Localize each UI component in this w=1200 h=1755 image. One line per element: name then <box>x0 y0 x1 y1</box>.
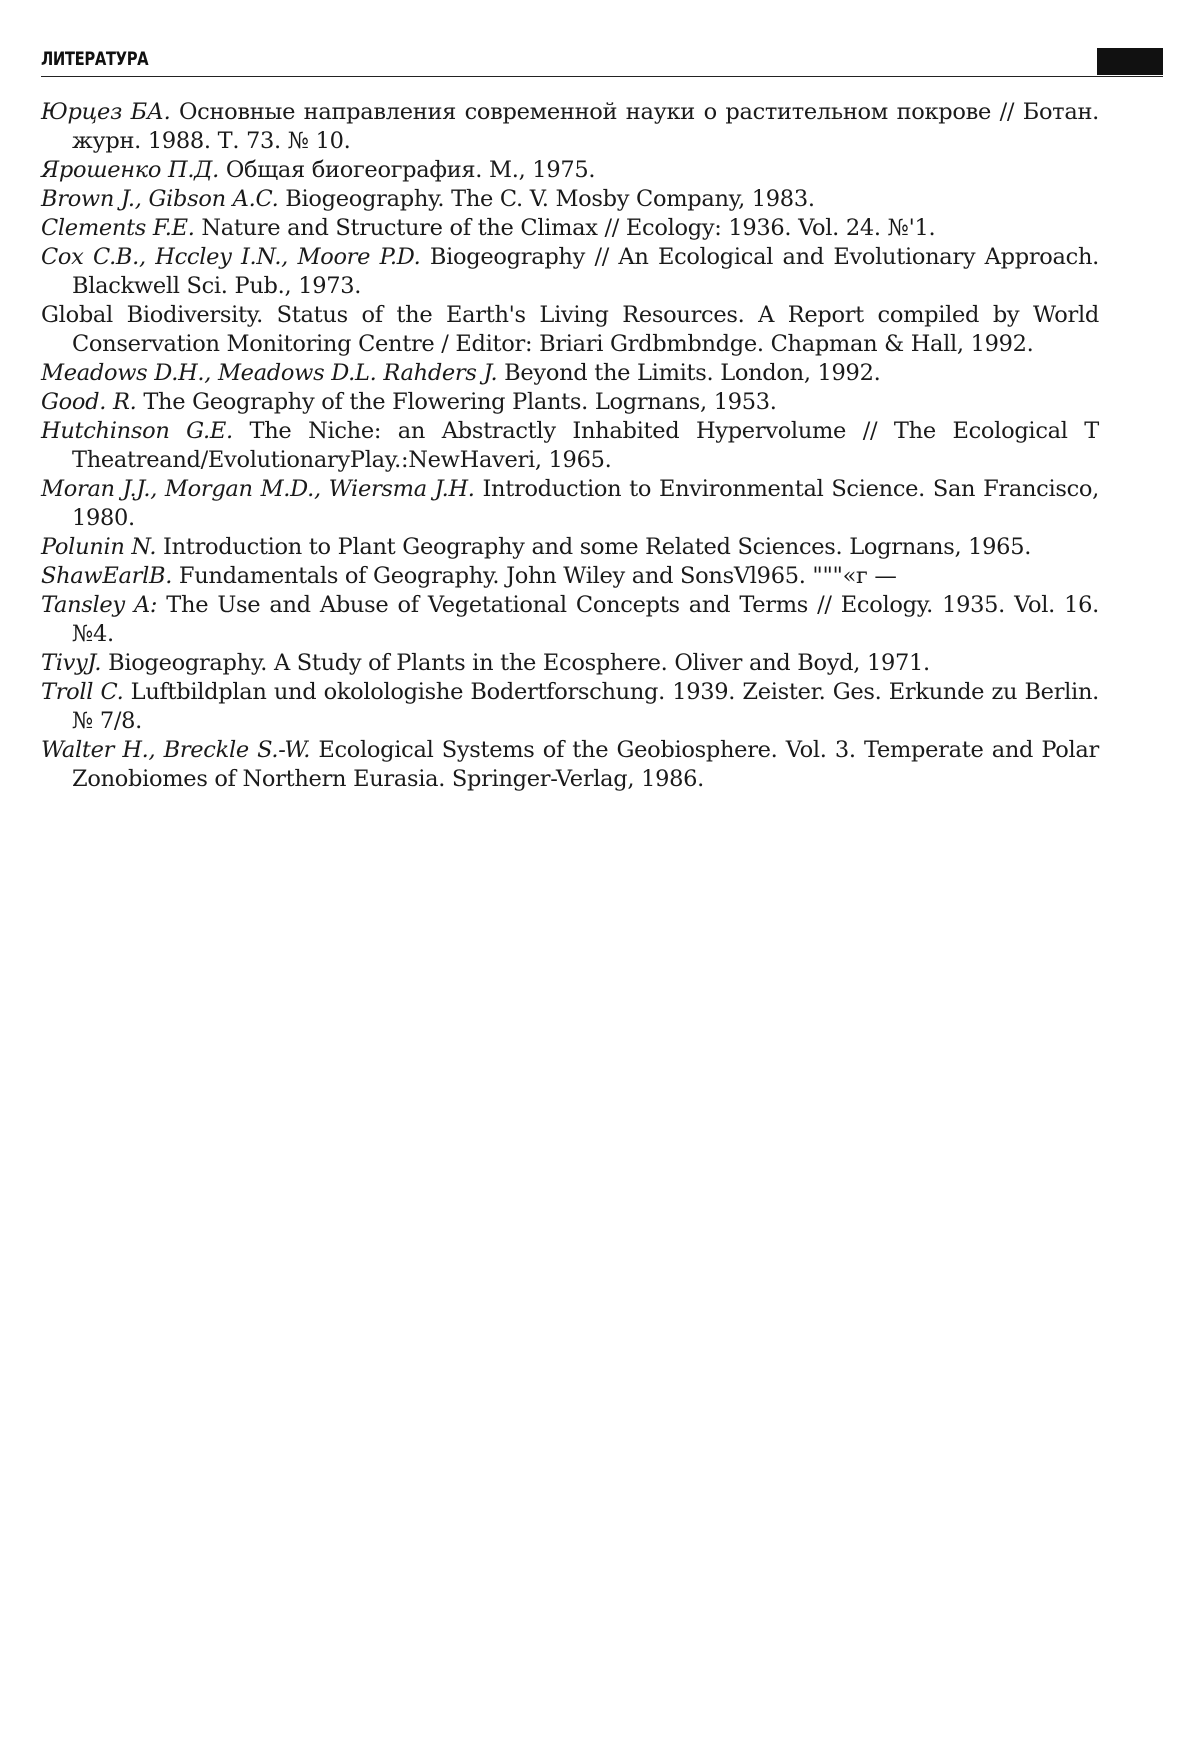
reference-entry <box>41 649 1099 678</box>
reference-text: Nature and Structure of the Climax // Ecology: 1936. Vol. 24. №'1. <box>194 215 936 241</box>
reference-authors: Ярошенко П.Д. <box>41 157 220 183</box>
reference-authors: Troll C. <box>41 679 124 705</box>
reference-entry <box>41 533 1099 562</box>
reference-text: Основные направления современной науки о растительном покрове // Ботан. журн. 1988. Т. 73. № 10. <box>72 99 1099 154</box>
reference-authors: Clements F.E. <box>41 215 195 241</box>
reference-text: Biogeography. A Study of Plants in the Ecosphere. Oliver and Boyd, 1971. <box>101 650 930 676</box>
reference-authors: Tansley A: <box>41 592 158 618</box>
reference-entry <box>41 388 1099 417</box>
reference-entry <box>41 214 1099 243</box>
section-title: ЛИТЕРАТУРА <box>41 48 149 70</box>
reference-authors: Hutchinson G.E. <box>41 418 233 444</box>
reference-text: The Use and Abuse of Vegetational Concepts and Terms // Ecology. 1935. Vol. 16. №4. <box>72 592 1099 647</box>
reference-text: Introduction to Environmental Science. San Francisco, 1980. <box>72 476 1099 531</box>
reference-entry <box>41 156 1099 185</box>
reference-entry <box>41 591 1099 649</box>
reference-authors: Walter H., Breckle S.-W. <box>41 737 311 763</box>
reference-authors: Good. R. <box>41 389 137 415</box>
reference-entry <box>41 301 1099 359</box>
reference-authors: TivyJ. <box>41 650 102 676</box>
reference-entry <box>41 736 1099 794</box>
reference-entry <box>41 562 1099 591</box>
reference-authors: Polunin N. <box>41 534 157 560</box>
reference-entry <box>41 678 1099 736</box>
reference-text: The Niche: an Abstractly Inhabited Hypervolume // The Ecological T Theatreand/EvolutionaryPlay.:NewHaveri, 1965. <box>72 418 1099 473</box>
reference-text: Ecological Systems of the Geobiosphere. Vol. 3. Temperate and Polar Zonobiomes of Northern Eurasia. Springer-Verlag, 1986. <box>72 737 1099 792</box>
running-header <box>41 46 1163 77</box>
reference-entry <box>41 359 1099 388</box>
reference-list <box>41 98 1099 794</box>
reference-text: Biogeography. The C. V. Mosby Company, 1983. <box>278 186 815 212</box>
reference-text: Fundamentals of Geography. John Wiley and SonsVl965. """«г — <box>172 563 897 589</box>
reference-text: Biogeography // An Ecological and Evolutionary Approach. Blackwell Sci. Pub., 1973. <box>72 244 1099 299</box>
reference-authors: ShawEarlB. <box>41 563 173 589</box>
reference-entry <box>41 417 1099 475</box>
reference-authors: Brown J., Gibson A.C. <box>41 186 279 212</box>
reference-authors: Юрцез БА. <box>41 99 171 125</box>
reference-text: Introduction to Plant Geography and some Related Sciences. Logrnans, 1965. <box>156 534 1032 560</box>
reference-authors: Moran J.J., Morgan M.D., Wiersma J.H. <box>41 476 475 502</box>
reference-authors: Cox C.B., Hccley I.N., Moore P.D. <box>41 244 421 270</box>
reference-entry <box>41 98 1099 156</box>
reference-text: Global Biodiversity. Status of the Earth's Living Resources. A Report compiled by World Conservation Monitoring Centre / Editor: Briari Grdbmbndge. Chapman & Hall, 1992. <box>41 302 1099 357</box>
reference-text: Luftbildplan und okolologishe Bodertforschung. 1939. Zeister. Ges. Erkunde zu Berlin. № 7/8. <box>72 679 1099 734</box>
reference-entry <box>41 185 1099 214</box>
reference-text: Beyond the Limits. London, 1992. <box>497 360 881 386</box>
reference-text: The Geography of the Flowering Plants. Logrnans, 1953. <box>136 389 777 415</box>
reference-entry <box>41 243 1099 301</box>
reference-text: Общая биогеография. М., 1975. <box>219 157 596 183</box>
reference-authors: Meadows D.H., Meadows D.L. Rahders J. <box>41 360 498 386</box>
page-number-block <box>1097 48 1163 75</box>
reference-entry <box>41 475 1099 533</box>
